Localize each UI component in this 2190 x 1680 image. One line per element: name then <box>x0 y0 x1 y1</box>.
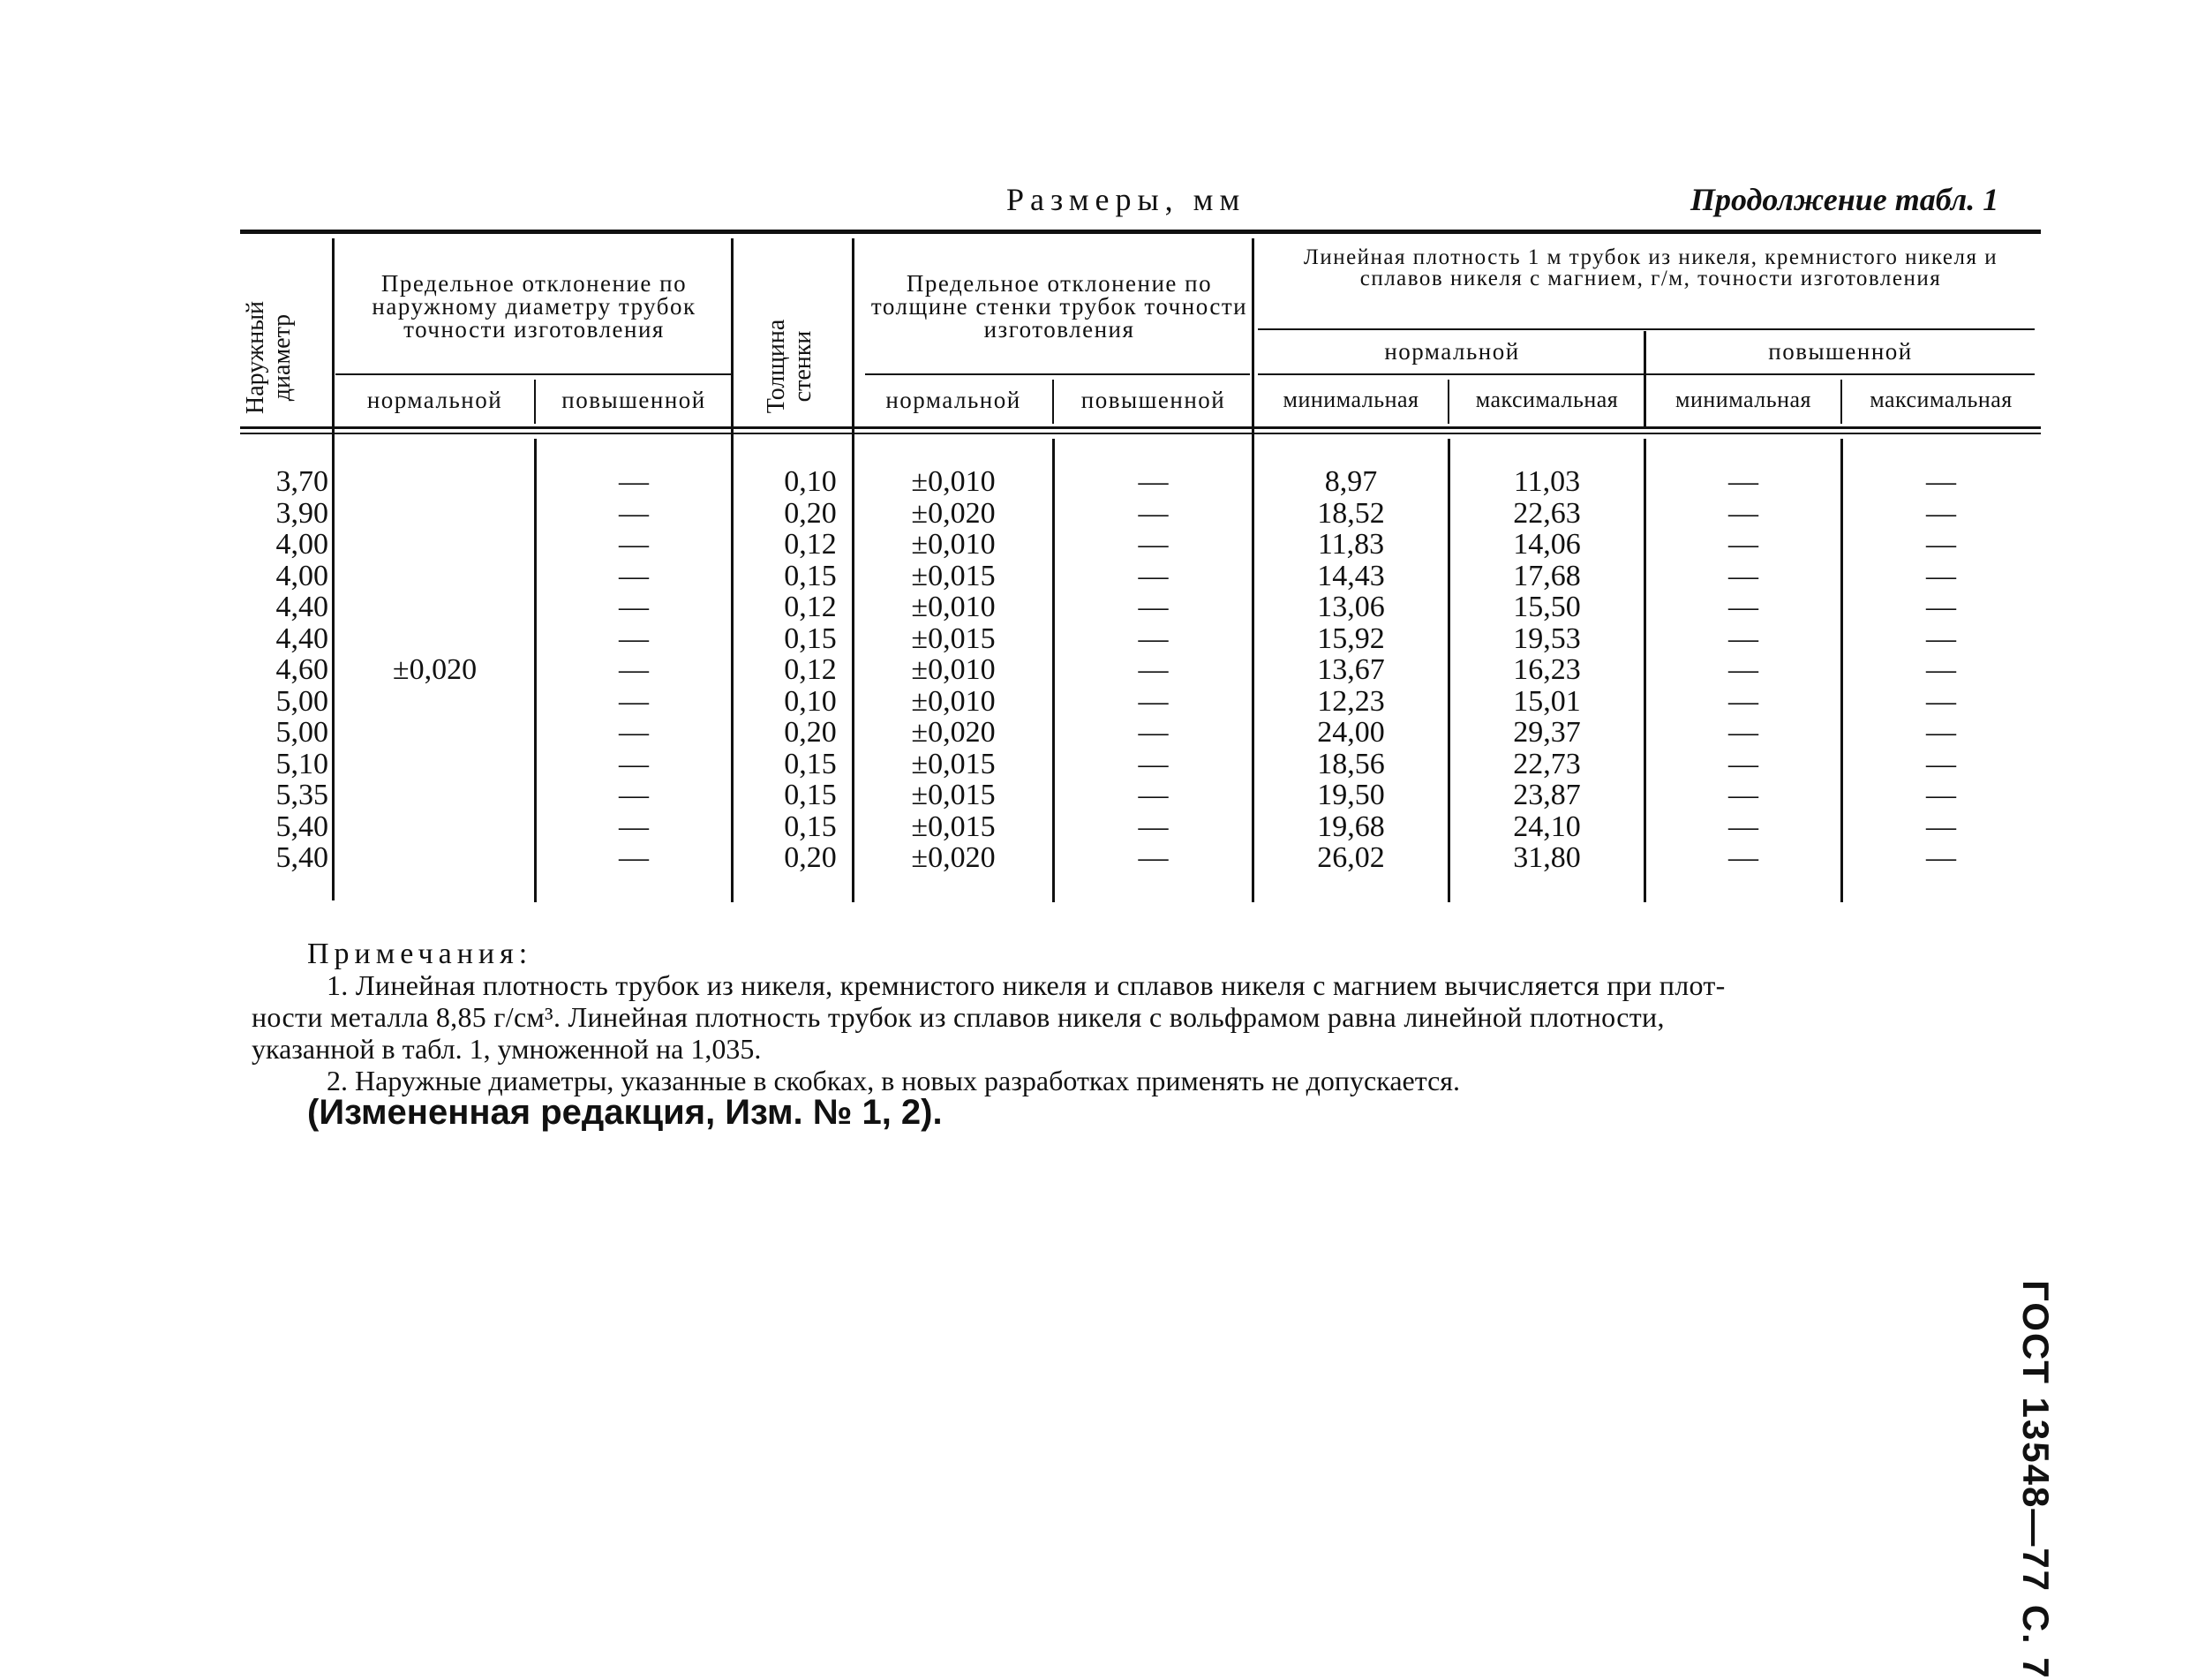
cell-increased-min: — <box>1728 684 1758 718</box>
cell-normal-max: 17,68 <box>1513 559 1581 592</box>
cell-dev-wall-normal: ±0,010 <box>911 528 996 561</box>
cell-dev-wall-increased: — <box>1138 747 1169 780</box>
cell-dev-outer-increased: — <box>619 465 649 498</box>
cell-increased-max: — <box>1926 528 1956 561</box>
cell-normal-min: 8,97 <box>1324 465 1378 498</box>
note1-line1: 1. Линейная плотность трубок из никеля, кремнистого никеля и сплавов никеля с магнием вычисляется при плот- <box>327 969 1726 1001</box>
cell-dev-wall-increased: — <box>1138 528 1169 561</box>
cell-increased-min: — <box>1728 622 1758 655</box>
cell-normal-min: 19,68 <box>1317 810 1385 843</box>
header-dev-outer: Предельное отклонение по наружному диаметру трубок точности изготовления <box>372 270 696 343</box>
cell-wall-thickness: 0,20 <box>784 716 837 749</box>
cell-dev-wall-normal: ±0,010 <box>911 465 996 498</box>
cell-normal-min: 11,83 <box>1317 528 1385 561</box>
cell-dev-outer-increased: — <box>619 496 649 530</box>
cell-normal-max: 22,73 <box>1513 747 1581 780</box>
cell-dev-wall-normal: ±0,015 <box>911 747 996 780</box>
cell-dev-wall-normal: ±0,020 <box>911 496 996 530</box>
cell-wall-thickness: 0,10 <box>784 465 837 498</box>
column-outer-diameter <box>240 466 328 874</box>
gost-page-label: ГОСТ 13548—77 С. 7 <box>2015 1280 2057 1680</box>
cell-wall-thickness: 0,10 <box>784 684 837 718</box>
cell-normal-min: 12,23 <box>1317 684 1385 718</box>
cell-dev-outer-increased: — <box>619 653 649 686</box>
cell-increased-max: — <box>1926 465 1956 498</box>
cell-increased-min: — <box>1728 559 1758 592</box>
cell-dev-wall-normal: ±0,015 <box>911 559 996 592</box>
cell-increased-min: — <box>1728 465 1758 498</box>
cell-normal-max: 29,37 <box>1513 716 1581 749</box>
header-normal-max: максимальная <box>1475 387 1619 412</box>
cell-outer-diameter: 3,90 <box>275 496 328 530</box>
col-line-1 <box>332 238 335 900</box>
cell-dev-wall-increased: — <box>1138 810 1169 843</box>
cell-normal-min: 14,43 <box>1317 559 1385 592</box>
cell-normal-max: 16,23 <box>1513 653 1581 686</box>
amendment-note: (Измененная редакция, Изм. № 1, 2). <box>307 1093 943 1132</box>
header-outer-diameter: Наружный диаметр <box>242 300 296 415</box>
column-dev-outer-increased <box>537 466 731 874</box>
column-dev-wall-increased <box>1055 466 1252 874</box>
cell-dev-wall-normal: ±0,020 <box>911 841 996 874</box>
cell-normal-max: 11,03 <box>1513 465 1581 498</box>
cell-dev-wall-normal: ±0,010 <box>911 653 996 686</box>
header-dev-outer-normal: нормальной <box>366 387 503 413</box>
cell-increased-min: — <box>1728 810 1758 843</box>
header-normal-density: нормальной <box>1384 338 1520 365</box>
cell-increased-max: — <box>1926 559 1956 592</box>
cell-outer-diameter: 4,00 <box>275 559 328 592</box>
cell-outer-diameter: 4,40 <box>275 622 328 655</box>
cell-increased-max: — <box>1926 747 1956 780</box>
cell-dev-outer-increased: — <box>619 622 649 655</box>
cell-increased-min: — <box>1728 653 1758 686</box>
cell-dev-wall-increased: — <box>1138 465 1169 498</box>
cell-increased-min: — <box>1728 841 1758 874</box>
cell-dev-outer-increased: — <box>619 810 649 843</box>
cell-normal-min: 26,02 <box>1317 841 1385 874</box>
cell-increased-max: — <box>1926 622 1956 655</box>
cell-dev-wall-normal: ±0,010 <box>911 591 996 623</box>
cell-increased-max: — <box>1926 716 1956 749</box>
header-dev-wall-increased: повышенной <box>1080 387 1226 413</box>
cell-outer-diameter: 5,10 <box>275 747 328 780</box>
col-line-2 <box>534 380 536 424</box>
cell-outer-diameter: 5,00 <box>275 684 328 718</box>
cell-dev-outer-increased: — <box>619 528 649 561</box>
header-dev-wall: Предельное отклонение по толщине стенки трубок точности изготовления <box>870 270 1248 343</box>
cell-normal-min: 18,52 <box>1317 496 1385 530</box>
cell-increased-min: — <box>1728 496 1758 530</box>
cell-dev-wall-increased: — <box>1138 716 1169 749</box>
cell-wall-thickness: 0,15 <box>784 747 837 780</box>
cell-normal-min: 19,50 <box>1317 779 1385 811</box>
column-normal-min <box>1254 466 1448 874</box>
cell-normal-max: 24,10 <box>1513 810 1581 843</box>
cell-dev-outer-increased: — <box>619 841 649 874</box>
header-dev-wall-normal: нормальной <box>885 387 1021 413</box>
cell-increased-min: — <box>1728 747 1758 780</box>
cell-wall-thickness: 0,20 <box>784 496 837 530</box>
cell-wall-thickness: 0,15 <box>784 622 837 655</box>
column-increased-max <box>1843 466 2039 874</box>
cell-normal-min: 24,00 <box>1317 716 1385 749</box>
cell-dev-outer-increased: — <box>619 779 649 811</box>
col-line-9 <box>1840 380 1842 424</box>
cell-increased-min: — <box>1728 528 1758 561</box>
cell-dev-outer-increased: — <box>619 747 649 780</box>
header-wall-thickness: Толщина стенки <box>763 319 817 414</box>
cell-increased-max: — <box>1926 653 1956 686</box>
cell-increased-min: — <box>1728 716 1758 749</box>
cell-dev-wall-normal: ±0,015 <box>911 622 996 655</box>
cell-outer-diameter: 5,35 <box>275 779 328 811</box>
cell-dev-outer-increased: — <box>619 684 649 718</box>
cell-outer-diameter: 5,00 <box>275 716 328 749</box>
cell-normal-min: 15,92 <box>1317 622 1385 655</box>
merged-outer-dev-normal: ±0,020 <box>392 653 478 686</box>
cell-wall-thickness: 0,20 <box>784 841 837 874</box>
cell-increased-min: — <box>1728 591 1758 623</box>
table-top-rule <box>240 230 2041 234</box>
note1-line2: ности металла 8,85 г/см³. Линейная плотность трубок из сплавов никеля с вольфрамом равна линейной плотности, <box>252 1001 1665 1033</box>
cell-increased-max: — <box>1926 779 1956 811</box>
cell-normal-max: 19,53 <box>1513 622 1581 655</box>
cell-outer-diameter: 3,70 <box>275 465 328 498</box>
header-normal-min: минимальная <box>1283 387 1419 412</box>
cell-normal-min: 13,67 <box>1317 653 1385 686</box>
table-header-bottom-rule <box>240 426 2041 429</box>
column-wall-thickness <box>734 466 869 874</box>
cell-dev-wall-normal: ±0,015 <box>911 810 996 843</box>
cell-increased-max: — <box>1926 591 1956 623</box>
header-increased-min: минимальная <box>1675 387 1811 412</box>
cell-increased-max: — <box>1926 496 1956 530</box>
cell-increased-max: — <box>1926 810 1956 843</box>
col-line-7 <box>1448 380 1449 424</box>
cell-wall-thickness: 0,12 <box>784 591 837 623</box>
cell-normal-max: 23,87 <box>1513 779 1581 811</box>
cell-dev-wall-increased: — <box>1138 841 1169 874</box>
cell-dev-wall-increased: — <box>1138 779 1169 811</box>
cell-increased-max: — <box>1926 841 1956 874</box>
cell-normal-max: 14,06 <box>1513 528 1581 561</box>
cell-dev-wall-normal: ±0,020 <box>911 716 996 749</box>
cell-wall-thickness: 0,15 <box>784 810 837 843</box>
cell-wall-thickness: 0,15 <box>784 779 837 811</box>
cell-normal-max: 22,63 <box>1513 496 1581 530</box>
density-sub-rule-2 <box>1258 373 2035 375</box>
cell-wall-thickness: 0,12 <box>784 528 837 561</box>
cell-normal-max: 15,01 <box>1513 684 1581 718</box>
cell-dev-wall-increased: — <box>1138 653 1169 686</box>
column-normal-max <box>1450 466 1644 874</box>
density-sub-rule-1 <box>1258 328 2035 330</box>
cell-dev-wall-normal: ±0,015 <box>911 779 996 811</box>
cell-increased-max: — <box>1926 684 1956 718</box>
sizes-caption: Размеры, мм <box>1006 182 1246 217</box>
cell-dev-wall-normal: ±0,010 <box>911 684 996 718</box>
cell-outer-diameter: 5,40 <box>275 841 328 874</box>
cell-dev-wall-increased: — <box>1138 684 1169 718</box>
cell-increased-min: — <box>1728 779 1758 811</box>
continuation-caption: Продолжение табл. 1 <box>1690 182 1999 217</box>
cell-normal-min: 13,06 <box>1317 591 1385 623</box>
note1-line3: указанной в табл. 1, умноженной на 1,035. <box>252 1033 762 1065</box>
table-header-bottom-rule-2 <box>240 433 2041 434</box>
cell-outer-diameter: 4,60 <box>275 653 328 686</box>
cell-dev-outer-increased: — <box>619 716 649 749</box>
header-increased-max: максимальная <box>1870 387 2013 412</box>
notes-title: Примечания: <box>307 938 533 970</box>
note2: 2. Наружные диаметры, указанные в скобках, в новых разработках применять не допускается. <box>327 1065 1461 1096</box>
cell-dev-wall-increased: — <box>1138 496 1169 530</box>
cell-normal-max: 31,80 <box>1513 841 1581 874</box>
header-linear-density: Линейная плотность 1 м трубок из никеля, кремнистого никеля и сплавов никеля с магнием, г/м, точности изготовления <box>1303 245 1998 290</box>
cell-normal-min: 18,56 <box>1317 747 1385 780</box>
dev-outer-sub-rule <box>335 373 731 375</box>
cell-outer-diameter: 5,40 <box>275 810 328 843</box>
cell-outer-diameter: 4,00 <box>275 528 328 561</box>
header-increased-density: повышенной <box>1768 338 1913 365</box>
cell-outer-diameter: 4,40 <box>275 591 328 623</box>
cell-wall-thickness: 0,15 <box>784 559 837 592</box>
cell-normal-max: 15,50 <box>1513 591 1581 623</box>
cell-dev-outer-increased: — <box>619 559 649 592</box>
col-line-5 <box>1052 380 1054 424</box>
column-dev-wall-normal <box>854 466 1052 874</box>
cell-dev-wall-increased: — <box>1138 622 1169 655</box>
cell-dev-wall-increased: — <box>1138 591 1169 623</box>
header-dev-outer-increased: повышенной <box>561 387 706 413</box>
cell-dev-outer-increased: — <box>619 591 649 623</box>
cell-dev-wall-increased: — <box>1138 559 1169 592</box>
column-increased-min <box>1646 466 1840 874</box>
cell-wall-thickness: 0,12 <box>784 653 837 686</box>
dev-wall-sub-rule <box>865 373 1250 375</box>
